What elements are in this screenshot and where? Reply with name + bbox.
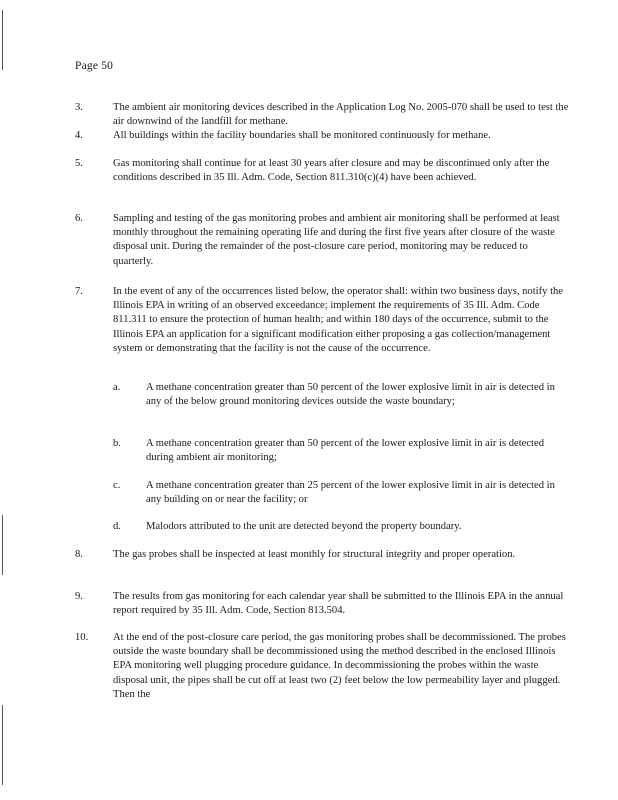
sub-item-c [113,479,568,507]
item-number: 4. [75,130,83,141]
item-text: The gas probes shall be inspected at least monthly for structural integrity and proper operation. [113,549,516,560]
item-text: The ambient air monitoring devices described in the Application Log No. 2005-070 shall be used to test the air downwind of the landfill for methane. [113,102,569,128]
list-item-9 [75,590,570,618]
list-item-8 [75,548,570,562]
page-number: Page 50 [75,60,114,72]
sub-item-text: A methane concentration greater than 50 percent of the lower explosive limit in air is detected in any of the below ground monitoring devices outside the waste boundary; [146,382,555,408]
sub-item-text: A methane concentration greater than 50 percent of the lower explosive limit in air is detected during ambient air monitoring; [146,438,544,464]
item-number: 6. [75,213,83,224]
scan-margin-mark [2,10,3,70]
item-number: 10. [75,632,89,643]
item-text: At the end of the post-closure care period, the gas monitoring probes shall be decommissioned. The probes outside the waste boundary shall be decommissioned using the method described in the enclosed Illinois EPA monitoring well plugging procedure guidance. In decommissioning the probes within the waste disposal unit, the pipes shall be cut off at least two (2) feet below the low permeability layer and plugged. Then the [113,632,566,700]
sub-item-b [113,437,568,465]
sub-item-letter: a. [113,382,121,393]
scan-margin-mark [2,515,3,575]
sub-item-a [113,381,568,409]
list-item-5 [75,157,570,185]
item-number: 5. [75,158,83,169]
list-item-4 [75,129,570,143]
sub-item-letter: c. [113,480,121,491]
item-text: All buildings within the facility boundaries shall be monitored continuously for methane. [113,130,491,141]
item-number: 8. [75,549,83,560]
list-item-7 [75,285,570,356]
item-text: In the event of any of the occurrences listed below, the operator shall: within two business days, notify the Illinois EPA in writing of an observed exceedance; implement the requirements of 35 Ill. Adm. Code 811.311 to ensure the protection of human health; and within 180 days of the occurrence, submit to the Illinois EPA an application for a significant modification either proposing a gas collection/management system or demonstrating that the facility is not the cause of the occurrence. [113,286,564,354]
item-number: 3. [75,102,83,113]
sub-item-text: Malodors attributed to the unit are detected beyond the property boundary. [146,521,462,532]
sub-item-text: A methane concentration greater than 25 percent of the lower explosive limit in air is detected in any building on or near the facility; or [146,480,555,506]
item-text: The results from gas monitoring for each calendar year shall be submitted to the Illinois EPA in the annual report required by 35 Ill. Adm. Code, Section 813.504. [113,591,564,617]
scan-margin-mark [2,705,3,785]
list-item-6 [75,212,570,269]
item-text: Sampling and testing of the gas monitoring probes and ambient air monitoring shall be performed at least monthly throughout the remaining operating life and during the first five years after closure of the waste disposal unit. During the remainder of the post-closure care period, monitoring may be reduced to quarterly. [113,213,560,267]
item-text: Gas monitoring shall continue for at least 30 years after closure and may be discontinued only after the conditions described in 35 Ill. Adm. Code, Section 811.310(c)(4) have been achieved. [113,158,550,184]
sub-item-letter: b. [113,438,121,449]
sub-item-letter: d. [113,521,121,532]
list-item-10 [75,631,570,702]
sub-item-d [113,520,568,534]
item-number: 9. [75,591,83,602]
list-item-3 [75,101,570,129]
item-number: 7. [75,286,83,297]
